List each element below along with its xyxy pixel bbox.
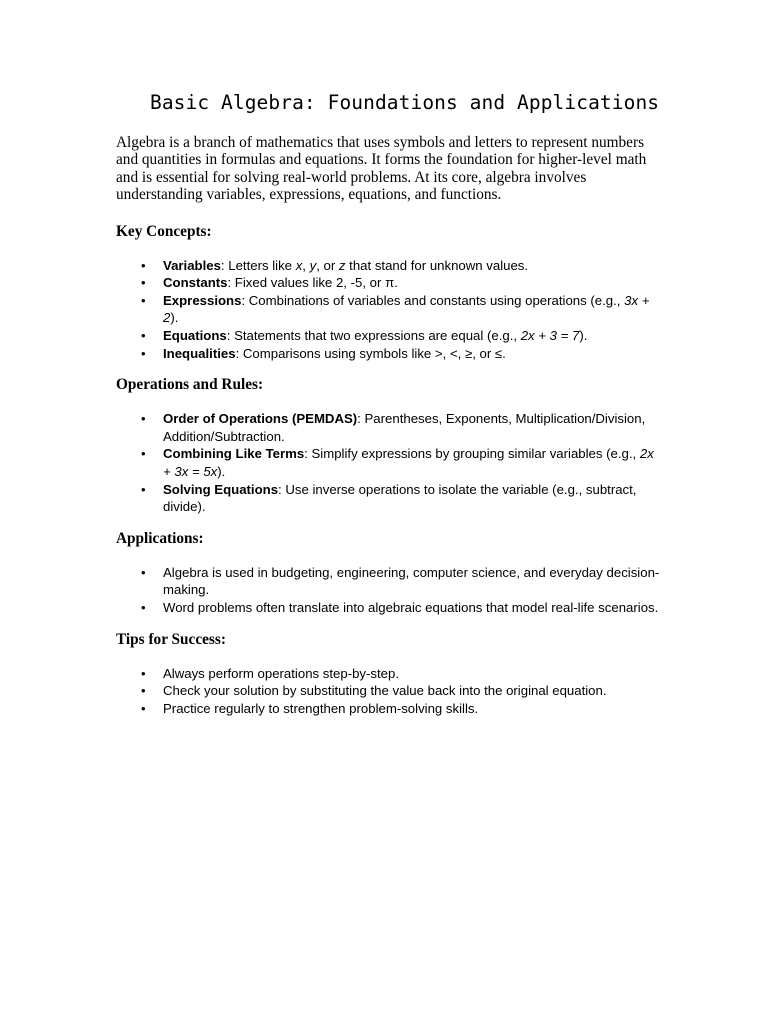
key-concepts-list: [116, 257, 661, 363]
list-item: [116, 599, 661, 617]
operations-list: [116, 410, 661, 516]
list-item: [116, 292, 661, 327]
key-concepts-heading: Key Concepts:: [116, 222, 212, 240]
term-label: Variables: [163, 257, 221, 273]
term-label: Constants: [163, 275, 228, 291]
term-label: Expressions: [163, 292, 242, 308]
item-text: : Combinations of variables and constants using operations (e.g.,: [241, 292, 625, 308]
term-label: Combining Like Terms: [163, 446, 305, 462]
bullet-icon: •: [141, 446, 146, 462]
bullet-icon: •: [141, 564, 146, 580]
math-variable: x: [295, 257, 303, 273]
item-text: : Fixed values like 2, -5, or π.: [227, 275, 398, 291]
item-text: ).: [579, 328, 588, 343]
bullet-icon: •: [141, 481, 146, 497]
list-item: [116, 274, 661, 292]
list-item: [116, 665, 661, 683]
item-text: : Use inverse operations to isolate the variable (e.g., subtract, divide).: [163, 481, 637, 515]
list-item: [116, 682, 661, 700]
math-expression: 2x + 3 = 7: [520, 328, 580, 343]
list-item: [116, 410, 661, 445]
tips-list: [116, 665, 661, 718]
item-text: Word problems often translate into algebraic equations that model real-life scenarios.: [163, 599, 659, 615]
math-variable: y: [309, 257, 317, 273]
list-item: [116, 445, 661, 480]
item-text: Always perform operations step-by-step.: [163, 665, 400, 681]
document-title: Basic Algebra: Foundations and Applications: [150, 91, 660, 114]
bullet-icon: •: [141, 665, 146, 681]
list-item: [116, 481, 661, 516]
item-text: : Letters like: [220, 257, 296, 273]
term-label: Inequalities: [163, 345, 236, 361]
list-item: [116, 700, 661, 718]
operations-heading: Operations and Rules:: [116, 376, 264, 394]
bullet-icon: •: [141, 700, 146, 716]
item-text: : Simplify expressions by grouping similar variables (e.g.,: [304, 446, 640, 462]
bullet-icon: •: [141, 411, 146, 427]
item-text: Algebra is used in budgeting, engineering, computer science, and everyday decision-making.: [163, 564, 660, 598]
item-text: : Parentheses, Exponents, Multiplication/Division, Addition/Subtraction.: [163, 411, 646, 444]
item-text: Check your solution by substituting the value back into the original equation.: [163, 683, 607, 699]
list-item: [116, 564, 661, 599]
item-text: that stand for unknown values.: [345, 257, 529, 273]
item-text: ).: [217, 463, 226, 479]
term-label: Solving Equations: [163, 481, 279, 497]
math-variable: z: [338, 257, 346, 273]
item-text: : Statements that two expressions are equal (e.g.,: [226, 328, 521, 343]
tips-heading: Tips for Success:: [116, 630, 226, 648]
item-text: ,: [302, 257, 310, 273]
item-text: Practice regularly to strengthen problem-solving skills.: [163, 700, 479, 716]
bullet-icon: •: [141, 292, 146, 308]
math-expression: 3x + 2: [163, 292, 650, 326]
item-text: : Comparisons using symbols like >, <, ≥, or ≤.: [235, 345, 506, 361]
list-item: [116, 327, 661, 345]
bullet-icon: •: [141, 599, 146, 615]
list-item: [116, 257, 661, 275]
document-page: [116, 88, 661, 730]
term-label: Equations: [163, 328, 227, 343]
item-text: , or: [316, 257, 339, 273]
bullet-icon: •: [141, 257, 146, 273]
bullet-icon: •: [141, 683, 146, 699]
bullet-icon: •: [141, 328, 146, 343]
term-label: Order of Operations (PEMDAS): [163, 411, 358, 427]
bullet-icon: •: [141, 275, 146, 291]
applications-list: [116, 564, 661, 617]
intro-paragraph: Algebra is a branch of mathematics that uses symbols and letters to represent numbers and quantities in formulas and equations. It forms the foundation for higher-level math and is essential for solving real-world problems. At its core, algebra involves understanding variables, expressions, equations, and functions.: [116, 134, 647, 204]
math-expression: 2x + 3x = 5x: [163, 446, 654, 479]
item-text: ).: [170, 310, 179, 326]
list-item: [116, 345, 661, 363]
bullet-icon: •: [141, 345, 146, 361]
applications-heading: Applications:: [116, 529, 204, 547]
